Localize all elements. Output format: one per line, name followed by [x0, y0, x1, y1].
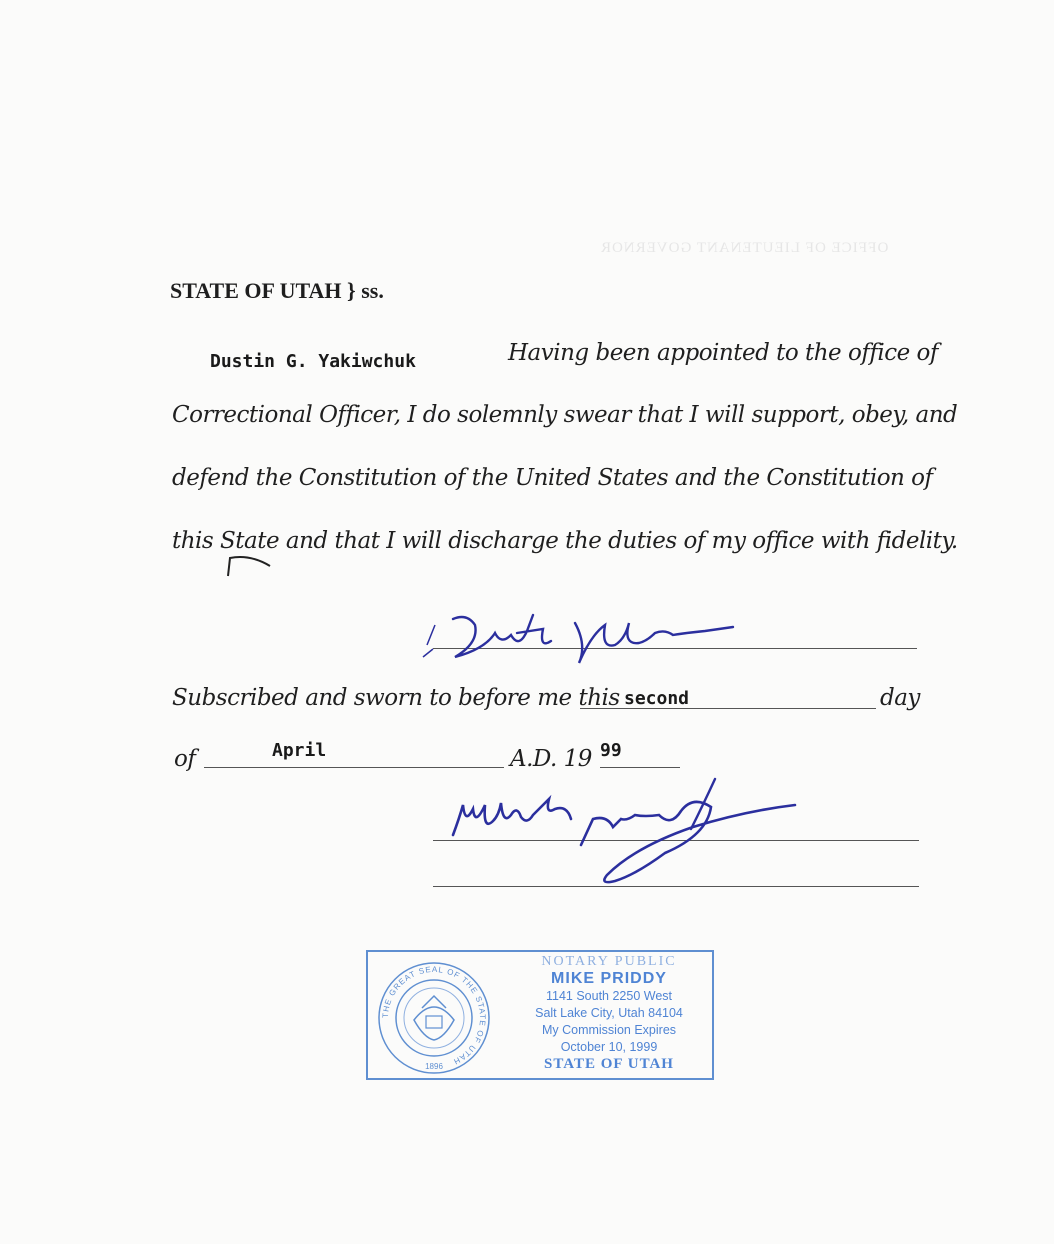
day-value: second	[624, 688, 690, 709]
notary-stamp	[366, 950, 714, 1080]
month-blank	[204, 767, 504, 768]
oath-line-4: this State and that I will discharge the duties of my office with fidelity.	[172, 528, 958, 554]
stamp-title: NOTARY PUBLIC	[541, 954, 677, 969]
of-label: of	[174, 746, 196, 772]
stamp-commission-label: My Commission Expires	[541, 1023, 677, 1037]
notary-signature	[445, 775, 805, 895]
stamp-state: STATE OF UTAH	[544, 1056, 674, 1072]
seal-ring-text: THE GREAT SEAL OF THE STATE OF UTAH	[380, 964, 488, 1067]
oath-line-2: Correctional Officer, I do solemnly swear that I will support, obey, and	[172, 402, 958, 428]
oath-line-1: Having been appointed to the office of	[508, 340, 938, 366]
pen-mark	[222, 552, 274, 578]
month-value: April	[272, 740, 327, 761]
year-value: 99	[600, 740, 622, 761]
stamp-text-block	[508, 954, 710, 1073]
stamp-commission-date: October 10, 1999	[560, 1040, 658, 1054]
appointee-name: Dustin G. Yakiwchuk	[210, 351, 416, 372]
venue-heading: STATE OF UTAH } ss.	[170, 278, 384, 303]
seal-year: 1896	[425, 1062, 443, 1071]
stamp-notary-name: MIKE PRIDDY	[551, 970, 667, 987]
ad-label: A.D. 19	[510, 746, 592, 772]
affiant-signature	[415, 605, 745, 670]
subscribed-text: Subscribed and sworn to before me this	[172, 685, 620, 711]
oath-line-3: defend the Constitution of the United States and the Constitution of	[172, 465, 933, 491]
day-label: day	[880, 685, 920, 711]
stamp-address-1: 1141 South 2250 West	[545, 989, 673, 1003]
state-seal-icon	[374, 958, 494, 1078]
show-through-text: OFFICE OF LIEUTENANT GOVERNOR	[600, 240, 889, 256]
stamp-address-2: Salt Lake City, Utah 84104	[535, 1006, 683, 1020]
year-blank	[600, 767, 680, 768]
